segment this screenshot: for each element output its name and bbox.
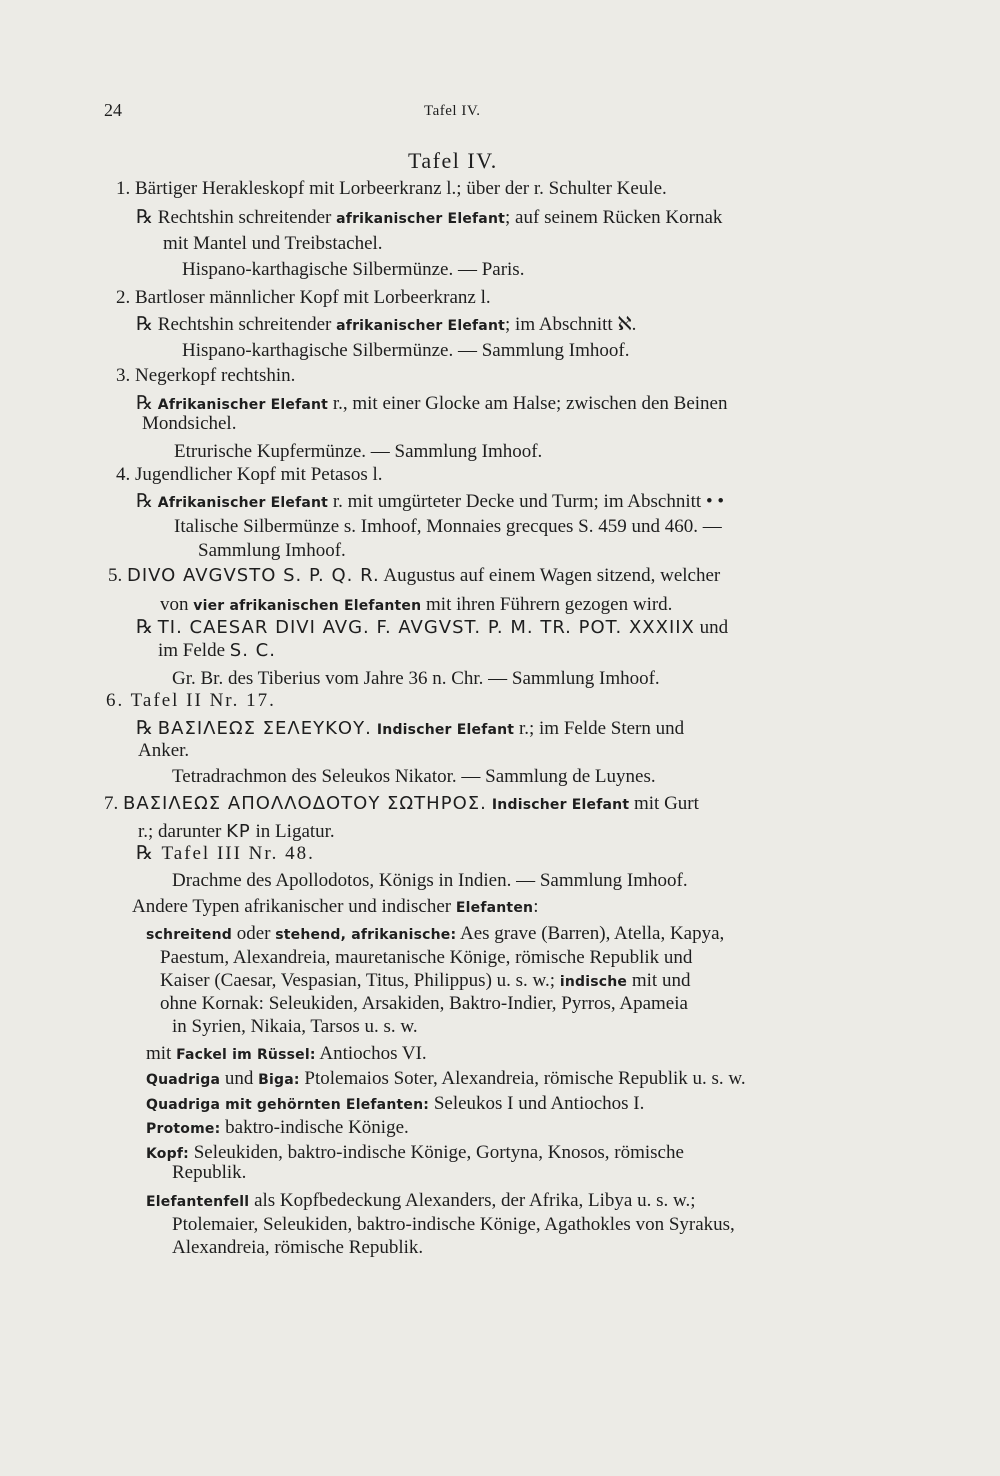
entry-6-source: Tetradrachmon des Seleukos Nikator. — Sammlung de Luynes. — [172, 766, 656, 787]
entry-6-reverse: ℞ ΒΑΣΙΛΕΩΣ ΣΕΛΕΥΚΟΥ. Indischer Elefant r.; im Felde Stern und — [136, 718, 685, 739]
other-types-intro: Andere Typen afrikanischer und indischer Elefanten: — [132, 896, 539, 917]
other-types-walking-cont-1: Paestum, Alexandreia, mauretanische Könige, römische Republik und — [160, 947, 693, 968]
entry-1-reverse-cont: mit Mantel und Treibstachel. — [163, 233, 383, 254]
other-types-walking: schreitend oder stehend, afrikanische: Aes grave (Barren), Atella, Kapya, — [146, 923, 725, 944]
entry-3-reverse: ℞ Afrikanischer Elefant r., mit einer Glocke am Halse; zwischen den Beinen — [136, 393, 728, 414]
entry-1-obverse: 1. Bärtiger Herakleskopf mit Lorbeerkranz l.; über der r. Schulter Keule. — [116, 178, 667, 199]
entry-4-reverse: ℞ Afrikanischer Elefant r. mit umgürteter Decke und Turm; im Abschnitt • • — [136, 491, 724, 512]
entry-1-reverse: ℞ Rechtshin schreitender afrikanischer Elefant; auf seinem Rücken Kornak — [136, 207, 723, 228]
plate-heading: Tafel IV. — [408, 148, 498, 173]
other-types-skin: Elefantenfell als Kopfbedeckung Alexanders, der Afrika, Libya u. s. w.; — [146, 1190, 696, 1211]
other-types-torch: mit Fackel im Rüssel: Antiochos VI. — [146, 1043, 427, 1064]
entry-6-obverse: 6. Tafel II Nr. 17. — [106, 690, 276, 711]
entry-5-reverse: ℞ TI. CAESAR DIVI AVG. F. AVGVST. P. M. TR. POT. XXXIIX und — [136, 617, 729, 638]
entry-2-reverse: ℞ Rechtshin schreitender afrikanischer Elefant; im Abschnitt ℵ. — [136, 314, 637, 335]
entry-2-source: Hispano-karthagische Silbermünze. — Sammlung Imhoof. — [182, 340, 630, 361]
other-types-skin-cont-1: Ptolemaier, Seleukiden, baktro-indische Könige, Agathokles von Syrakus, — [172, 1214, 735, 1235]
entry-5-source: Gr. Br. des Tiberius vom Jahre 36 n. Chr. — Sammlung Imhoof. — [172, 668, 660, 689]
entry-4-source-cont: Sammlung Imhoof. — [198, 540, 346, 561]
entry-3-obverse: 3. Negerkopf rechtshin. — [116, 365, 296, 386]
other-types-head-cont: Republik. — [172, 1162, 247, 1183]
entry-6-reverse-cont: Anker. — [138, 740, 190, 761]
entry-3-source: Etrurische Kupfermünze. — Sammlung Imhoof. — [174, 441, 543, 462]
page-number: 24 — [104, 100, 122, 120]
running-header: Tafel IV. — [424, 103, 481, 119]
entry-5-reverse-cont: im Felde S. C. — [158, 640, 276, 661]
other-types-walking-cont-4: in Syrien, Nikaia, Tarsos u. s. w. — [172, 1016, 418, 1037]
entry-4-obverse: 4. Jugendlicher Kopf mit Petasos l. — [116, 464, 383, 485]
entry-7-source: Drachme des Apollodotos, Königs in Indien. — Sammlung Imhoof. — [172, 870, 688, 891]
entry-4-source: Italische Silbermünze s. Imhoof, Monnaies grecques S. 459 und 460. — — [174, 516, 722, 537]
entry-5-obverse: 5. DIVO AVGVSTO S. P. Q. R. Augustus auf einem Wagen sitzend, welcher — [108, 565, 721, 586]
entry-7-reverse: ℞ Tafel III Nr. 48. — [136, 843, 315, 864]
entry-2-obverse: 2. Bartloser männlicher Kopf mit Lorbeerkranz l. — [116, 287, 491, 308]
entry-5-obverse-cont: von vier afrikanischen Elefanten mit ihren Führern gezogen wird. — [160, 594, 673, 615]
entry-3-reverse-cont: Mondsichel. — [142, 413, 237, 434]
other-types-protome: Protome: baktro-indische Könige. — [146, 1117, 409, 1138]
entry-1-source: Hispano-karthagische Silbermünze. — Paris. — [182, 259, 525, 280]
other-types-head: Kopf: Seleukiden, baktro-indische Könige, Gortyna, Knosos, römische — [146, 1142, 684, 1163]
entry-7-obverse: 7. ΒΑΣΙΛΕΩΣ ΑΠΟΛΛΟΔΟΤΟΥ ΣΩΤΗΡΟΣ. Indischer Elefant mit Gurt — [104, 793, 699, 814]
other-types-quadriga: Quadriga und Biga: Ptolemaios Soter, Alexandreia, römische Republik u. s. w. — [146, 1068, 746, 1089]
other-types-walking-cont-3: ohne Kornak: Seleukiden, Arsakiden, Baktro-Indier, Pyrros, Apameia — [160, 993, 688, 1014]
other-types-horned: Quadriga mit gehörnten Elefanten: Seleukos I und Antiochos I. — [146, 1093, 645, 1114]
other-types-skin-cont-2: Alexandreia, römische Republik. — [172, 1237, 424, 1258]
other-types-walking-cont-2: Kaiser (Caesar, Vespasian, Titus, Philippus) u. s. w.; indische mit und — [160, 970, 691, 991]
entry-7-obverse-cont: r.; darunter KP in Ligatur. — [138, 821, 335, 842]
